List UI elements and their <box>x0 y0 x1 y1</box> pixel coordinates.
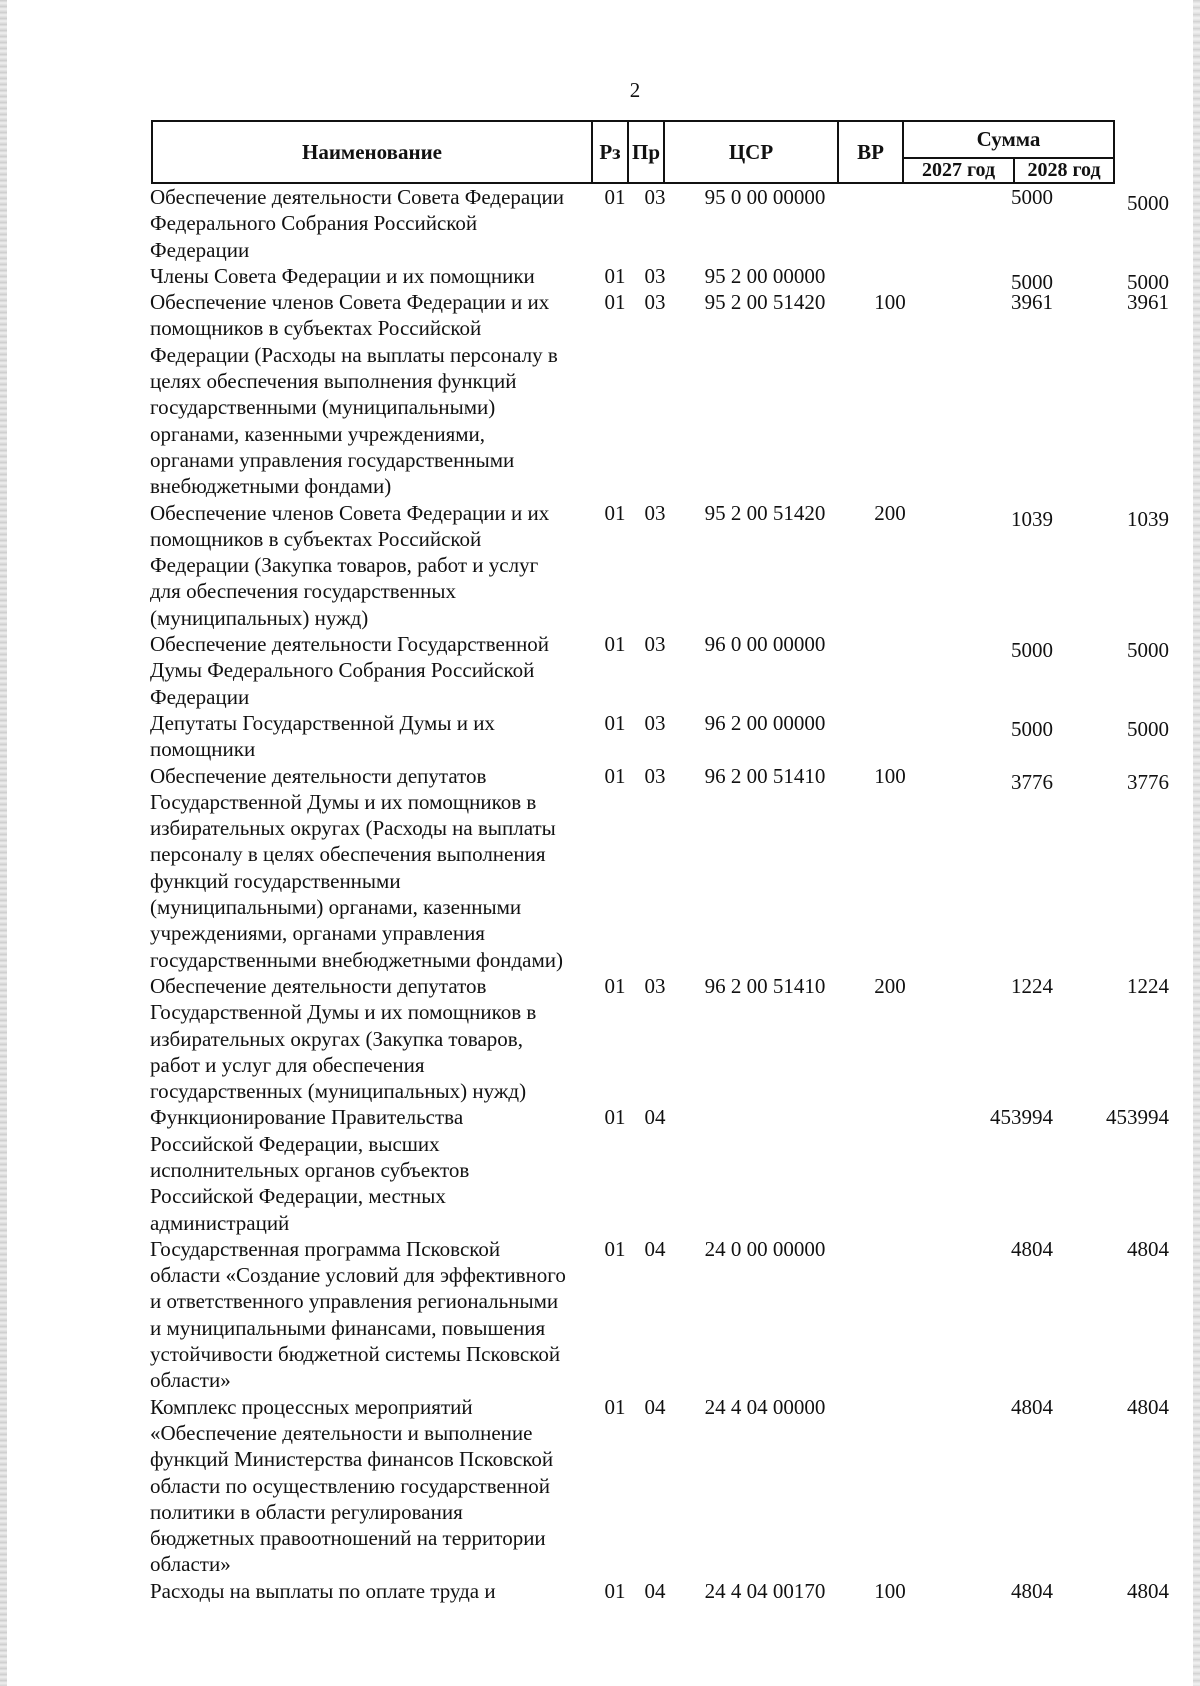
row-vr: 100 <box>874 1578 906 1603</box>
row-csr: 24 4 04 00000 <box>704 1394 826 1419</box>
row-rz: 01 <box>604 973 626 998</box>
row-csr: 96 0 00 00000 <box>704 632 826 657</box>
row-sum-2027: 1039 <box>1011 506 1053 531</box>
row-csr: 95 2 00 51420 <box>704 500 826 525</box>
table-row <box>150 1578 1169 1604</box>
row-pr: 03 <box>644 185 666 209</box>
row-pr: 04 <box>644 1236 666 1261</box>
row-name: Комплекс процессных мероприятий «Обеспечение деятельности и выполнение функций Министерства финансов Псковской области по осуществлению государственной политики в области регулирования бюджетных правоотношений на территории области» <box>150 1394 554 1577</box>
row-vr: 200 <box>874 500 906 525</box>
row-rz: 01 <box>604 763 626 788</box>
table-row <box>150 1236 1169 1394</box>
table-row <box>150 263 1169 294</box>
row-csr: 96 2 00 00000 <box>704 710 826 735</box>
row-vr: 100 <box>874 763 906 788</box>
row-sum-2028: 4804 <box>1127 1578 1169 1603</box>
row-sum-2027: 4804 <box>1011 1394 1053 1419</box>
row-rz: 01 <box>604 185 626 209</box>
row-pr: 03 <box>644 763 666 788</box>
row-rz: 01 <box>604 632 626 657</box>
table-row <box>150 710 1169 763</box>
row-name: Обеспечение членов Совета Федерации и их помощников в субъектах Российской Федерации (Закупка товаров, работ и услуг для обеспечения государственных (муниципальных) нужд) <box>150 500 550 630</box>
row-sum-2027: 5000 <box>1011 269 1053 294</box>
row-sum-2028: 5000 <box>1127 638 1169 663</box>
row-pr: 03 <box>644 973 666 998</box>
row-sum-2027: 453994 <box>990 1105 1053 1130</box>
row-sum-2027: 5000 <box>1011 185 1053 209</box>
row-rz: 01 <box>604 1236 626 1261</box>
row-sum-2027: 1224 <box>1011 973 1053 998</box>
scan-edge-left <box>0 0 7 1686</box>
row-rz: 01 <box>604 263 626 288</box>
row-csr: 96 2 00 51410 <box>704 973 826 998</box>
row-pr: 03 <box>644 263 666 288</box>
row-name: Обеспечение деятельности депутатов Государственной Думы и их помощников в избирательных округах (Закупка товаров, работ и услуг для обеспечения государственных (муниципальных) нужд) <box>150 973 537 1104</box>
row-sum-2027: 3961 <box>1011 290 1053 315</box>
table-row <box>150 184 1169 263</box>
row-rz: 01 <box>604 1105 626 1130</box>
row-sum-2028: 1224 <box>1127 973 1169 998</box>
row-sum-2028: 4804 <box>1127 1394 1169 1419</box>
header-year-2027: 2027 год <box>921 159 996 181</box>
row-sum-2028: 5000 <box>1127 191 1169 215</box>
row-name: Обеспечение членов Совета Федерации и их помощников в субъектах Российской Федерации (Расходы на выплаты персоналу в целях обеспечения выполнения функций государственными (муниципальными) органами, казенными учреждениями, органами управления государственными внебюджетными фондами) <box>150 290 558 499</box>
table-row <box>150 631 1169 710</box>
row-csr: 96 2 00 51410 <box>704 763 826 788</box>
scan-edge-right <box>1193 0 1200 1686</box>
row-name: Члены Совета Федерации и их помощники <box>150 263 535 288</box>
table-row <box>150 973 1169 1104</box>
row-sum-2028: 3776 <box>1127 769 1169 794</box>
row-name: Депутаты Государственной Думы и их помощники <box>150 710 495 762</box>
row-pr: 04 <box>644 1105 666 1130</box>
row-vr: 100 <box>874 290 906 315</box>
row-csr: 95 2 00 00000 <box>704 263 826 288</box>
row-sum-2027: 4804 <box>1011 1236 1053 1261</box>
header-vr: ВР <box>857 139 884 164</box>
row-sum-2028: 3961 <box>1127 290 1169 315</box>
header-sum: Сумма <box>976 127 1041 151</box>
row-csr: 95 0 00 00000 <box>704 185 826 209</box>
row-sum-2027: 5000 <box>1011 716 1053 741</box>
row-rz: 01 <box>604 710 626 735</box>
row-sum-2028: 453994 <box>1106 1105 1169 1130</box>
table-row <box>150 500 1169 631</box>
row-sum-2028: 5000 <box>1127 716 1169 741</box>
row-pr: 04 <box>644 1578 666 1603</box>
row-sum-2028: 4804 <box>1127 1236 1169 1261</box>
row-pr: 04 <box>644 1394 666 1419</box>
row-name: Обеспечение деятельности Совета Федерации Федерального Собрания Российской Федерации <box>150 185 564 262</box>
row-pr: 03 <box>644 632 666 657</box>
row-rz: 01 <box>604 1394 626 1419</box>
row-csr: 24 0 00 00000 <box>704 1236 826 1261</box>
row-sum-2027: 3776 <box>1011 769 1053 794</box>
row-sum-2027: 4804 <box>1011 1578 1053 1603</box>
header-csr: ЦСР <box>728 139 774 164</box>
row-sum-2028: 5000 <box>1127 269 1169 294</box>
row-name: Обеспечение деятельности депутатов Государственной Думы и их помощников в избирательных округах (Расходы на выплаты персоналу в целях обеспечения выполнения функций государственными (муниципальными) органами, казенными учреждениями, органами управления государственными внебюджетными фондами) <box>150 763 564 972</box>
row-name: Расходы на выплаты по оплате труда и <box>150 1578 496 1603</box>
row-pr: 03 <box>644 500 666 525</box>
row-csr: 95 2 00 51420 <box>704 290 826 315</box>
row-pr: 03 <box>644 290 666 315</box>
row-name: Государственная программа Псковской области «Создание условий для эффективного и ответственного управления региональными и муниципальными финансами, повышения устойчивости бюджетной системы Псковской области» <box>150 1236 566 1393</box>
table-row <box>150 289 1169 499</box>
row-rz: 01 <box>604 290 626 315</box>
table-body <box>150 184 1169 1604</box>
header-rz: Рз <box>599 139 621 164</box>
row-csr: 24 4 04 00170 <box>704 1578 826 1603</box>
row-sum-2027: 5000 <box>1011 638 1053 663</box>
header-pr: Пр <box>631 139 660 164</box>
row-rz: 01 <box>604 1578 626 1603</box>
table-header <box>151 120 1115 184</box>
header-name: Наименование <box>302 139 442 164</box>
row-rz: 01 <box>604 500 626 525</box>
row-name: Обеспечение деятельности Государственной Думы Федерального Собрания Российской Федерации <box>150 632 550 709</box>
row-name: Функционирование Правительства Российской Федерации, высших исполнительных органов субъектов Российской Федерации, местных администраций <box>150 1105 470 1235</box>
row-pr: 03 <box>644 710 666 735</box>
row-sum-2028: 1039 <box>1127 506 1169 531</box>
table-row <box>150 1394 1169 1578</box>
table-row <box>150 1104 1169 1235</box>
page-number: 2 <box>629 78 641 102</box>
row-vr: 200 <box>874 973 906 998</box>
header-year-2028: 2028 год <box>1027 159 1101 181</box>
table-row <box>150 763 1169 973</box>
